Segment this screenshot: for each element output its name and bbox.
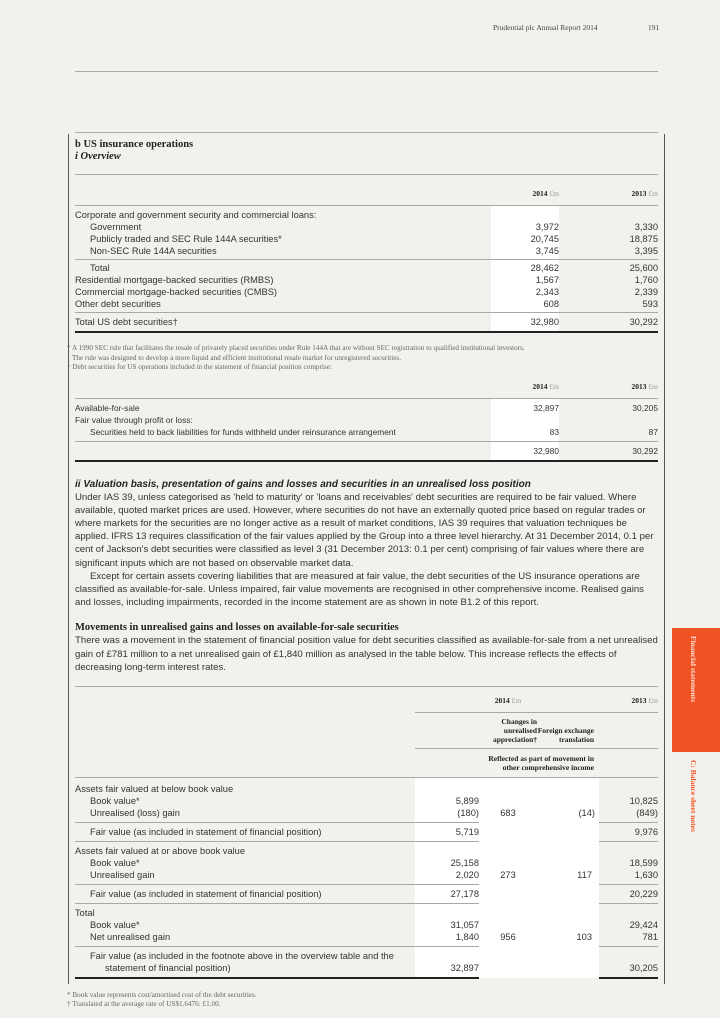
valuation-paragraph-2: Except for certain assets covering liabilities that are measured at fair value, the debt securities of the US insurance operations are classified as available-for-sale. Unless impaired, fair value movements are recognised in other comprehensive income. Realised gains and losses, including impairments, recorded in the income statement are as shown in note B1.2 of this report. (75, 570, 644, 609)
table-row (75, 245, 658, 260)
value-fx: 103 (537, 931, 599, 947)
value-changes: 273 (479, 869, 537, 885)
value-2014: 608 (491, 298, 559, 313)
value-2014: 32,980 (491, 441, 559, 461)
value-2013: 781 (642, 931, 658, 942)
section-heading-row (75, 841, 658, 857)
value-2014: 25,158 (415, 857, 479, 869)
unit-label: £m (549, 381, 559, 391)
table-row (75, 298, 658, 313)
unit-label: £m (648, 381, 658, 391)
row-label: Net unrealised gain (90, 931, 171, 942)
table-row (75, 857, 658, 869)
table-header-row (75, 175, 658, 206)
footnote-dagger: † Debt securities for US operations included in the statement of financial position comprise: (67, 363, 332, 371)
unit-label: £m (549, 189, 559, 198)
value-fx (537, 857, 599, 869)
value-2013: 2,339 (634, 287, 658, 297)
value-changes (479, 919, 537, 931)
row-label: Fair value (as included in statement of financial position) (75, 822, 415, 841)
table-row (75, 221, 658, 233)
reflected-oci-label: Reflected as part of movement in other comprehensive income (488, 753, 594, 772)
value-changes (479, 857, 537, 869)
table-row-total (75, 260, 658, 275)
row-label: Non-SEC Rule 144A securities (90, 246, 217, 256)
top-divider (75, 71, 658, 72)
value-2013: 9,976 (599, 822, 658, 841)
value-2013: 1,760 (634, 275, 658, 285)
table-row (75, 795, 658, 807)
row-label: Other debt securities (75, 299, 161, 309)
col-2014: 2014 (532, 189, 548, 198)
unit-label: £m (511, 695, 522, 705)
section-heading: Total (75, 907, 95, 918)
value-2013: 3,395 (634, 246, 658, 256)
row-label: Publicly traded and SEC Rule 144A securities* (90, 234, 282, 244)
frame-right-border (664, 134, 665, 984)
value-2013: 30,205 (574, 398, 658, 414)
table-row (75, 931, 658, 947)
value-2014: 83 (491, 426, 559, 442)
row-label-line2: statement of financial position) (105, 962, 231, 973)
section-heading-row (75, 903, 658, 919)
value-2014: 2,020 (415, 869, 479, 885)
value-changes: 956 (479, 931, 537, 947)
value-2014: 20,745 (491, 233, 559, 245)
group-label: Corporate and government security and commercial loans: (75, 206, 491, 222)
col-foreign-exchange: Foreign exchange translation (537, 725, 594, 744)
row-label: Unrealised gain (90, 869, 155, 880)
section-divider (75, 132, 658, 133)
value-2014: 32,897 (415, 946, 479, 978)
value-2013: 18,599 (629, 857, 658, 868)
value-2013: (849) (636, 807, 658, 818)
value-fx: (14) (537, 807, 599, 823)
footnote-dagger: † Translated at the average rate of US$1.6476: £1.00. (67, 1000, 221, 1009)
row-label: Unrealised (loss) gain (90, 807, 180, 818)
value-2013: 593 (642, 299, 658, 309)
value-2013: 87 (648, 426, 658, 437)
side-tab-balance-sheet-notes[interactable]: C: Balance sheet notes (689, 760, 698, 832)
table-row (75, 426, 658, 442)
valuation-title: ii Valuation basis, presentation of gains and losses and securities in an unrealised loss position (75, 478, 531, 490)
row-label: Book value* (90, 795, 140, 806)
table-row (75, 807, 658, 823)
reflected-row (75, 748, 658, 777)
section-heading: Assets fair valued at below book value (75, 777, 415, 795)
row-label: Total (75, 260, 491, 275)
section-heading-row (75, 777, 658, 795)
value-2014: 32,980 (491, 313, 559, 333)
unit-label: £m (648, 189, 658, 198)
value-fx: 117 (537, 869, 599, 885)
table-row-fair-value (75, 822, 658, 841)
value-2014: 5,899 (415, 795, 479, 807)
value-2013: 25,600 (574, 260, 658, 275)
row-label-line1: Fair value (as included in the footnote above in the overview table and the (90, 950, 394, 961)
table-row (75, 414, 658, 426)
section-heading: Assets fair valued at or above book value (75, 845, 246, 856)
section-subtitle: i Overview (75, 151, 121, 162)
table-header-row (75, 686, 658, 712)
movements-paragraph: There was a movement in the statement of financial position value for debt securities classified as available-for-sale from a net unrealised gain of £781 million to a net unrealised gain of £1,840 million as analysed in the table below. This increase reflects the effects of decreasing long-term interest rates. (75, 635, 658, 673)
table-row-fair-value (75, 884, 658, 903)
side-tab-financial-statements[interactable] (672, 628, 720, 752)
value-2014: 1,567 (491, 274, 559, 286)
table-row (75, 919, 658, 931)
value-fx (537, 795, 599, 807)
value-2014: 31,057 (415, 919, 479, 931)
value-2013: 18,875 (629, 234, 658, 244)
row-label: Government (90, 222, 142, 232)
row-label: Total US debt securities† (75, 313, 491, 333)
footnotes-movements (67, 991, 658, 1010)
movements-title: Movements in unrealised gains and losses on available-for-sale securities (75, 622, 399, 634)
row-label: Fair value (as included in statement of financial position) (75, 884, 415, 903)
value-2014: 27,178 (415, 884, 479, 903)
value-2013: 30,292 (574, 441, 658, 461)
value-2013: 29,424 (629, 919, 658, 930)
value-2014: 5,719 (415, 822, 479, 841)
table-header-row (75, 381, 658, 399)
row-label: Securities held to back liabilities for funds withheld under reinsurance arrangement (90, 426, 396, 437)
value-2013: 20,229 (599, 884, 658, 903)
table-row-grand-total (75, 313, 658, 333)
footnote-star-cont: The rule was designed to develop a more liquid and efficient institutional resale market for unregistered securities. (72, 353, 401, 362)
table-row (75, 274, 658, 286)
col-changes-unrealised: Changes in unrealised appreciation† (492, 716, 537, 744)
table-row (75, 286, 658, 298)
value-changes: 683 (479, 807, 537, 823)
value-2014: (180) (415, 807, 479, 823)
frame-left-border (68, 134, 69, 984)
table-row-fair-value-total (75, 946, 658, 978)
page-header (0, 23, 720, 37)
table-row (75, 233, 658, 245)
value-2014: 28,462 (491, 260, 559, 275)
value-2013: 10,825 (629, 795, 658, 806)
unit-label: £m (648, 695, 658, 705)
row-label: Book value* (90, 919, 140, 930)
side-tab-label: Financial statements (689, 636, 698, 703)
value-2014: 1,840 (415, 931, 479, 947)
value-2014: 32,897 (491, 398, 559, 414)
col-2013: 2013 (631, 381, 647, 391)
value-2013: 1,630 (634, 869, 658, 880)
table-row (75, 206, 658, 222)
footnote-star: * Book value represents cost/amortised cost of the debt securities. (67, 990, 257, 999)
table-row-total (75, 441, 658, 461)
main-content (67, 137, 658, 1010)
row-label: Book value* (90, 857, 140, 868)
value-fx (537, 919, 599, 931)
value-2014: 2,343 (491, 286, 559, 298)
comprise-table (75, 381, 658, 462)
section-title: b US insurance operations (75, 139, 194, 150)
report-title: Prudential plc Annual Report 2014 (493, 23, 598, 32)
row-label: Residential mortgage-backed securities (RMBS) (75, 275, 274, 285)
overview-table (75, 174, 658, 333)
value-2014: 3,972 (491, 221, 559, 233)
col-2014: 2014 (494, 695, 510, 705)
footnote-star: * A 1990 SEC rule that facilitates the resale of privately placed securities under Rule 144A that are without SEC registration to qualified institutional investors. (67, 344, 525, 352)
valuation-paragraph-1: Under IAS 39, unless categorised as 'held to maturity' or 'loans and receivables' debt securities are required to be fair valued. Where available, quoted market prices are used. However, where securities do not have an externally quoted price based on regular trades or where markets for the securities are no longer active as a result of market conditions, IAS 39 requires that valuation techniques be applied. IFRS 13 requires classification of the fair values applied by the Group into a three level hierarchy. At 31 December 2014, 0.1 per cent of Jackson's debt securities were classified as level 3 (31 December 2013: 0.1 per cent) comprising of fair values where there are significant inputs which are not based on observable market data. (75, 491, 654, 569)
value-2014: 3,745 (491, 245, 559, 260)
col-2013: 2013 (631, 189, 647, 198)
row-label (75, 946, 415, 978)
table-row (75, 869, 658, 885)
value-2013: 3,330 (634, 222, 658, 232)
row-label: Commercial mortgage-backed securities (CMBS) (75, 287, 278, 297)
value-2013: 30,292 (574, 313, 658, 333)
row-label: Fair value through profit or loss: (75, 414, 193, 425)
row-label: Available-for-sale (75, 398, 491, 414)
movements-table (75, 686, 658, 979)
value-changes (479, 795, 537, 807)
page-number: 191 (648, 23, 660, 32)
table-row (75, 398, 658, 414)
col-2014: 2014 (532, 381, 548, 391)
value-2013: 30,205 (599, 946, 658, 978)
footnotes-overview (67, 344, 658, 373)
subheader-row (75, 712, 658, 748)
col-2013: 2013 (631, 695, 647, 705)
